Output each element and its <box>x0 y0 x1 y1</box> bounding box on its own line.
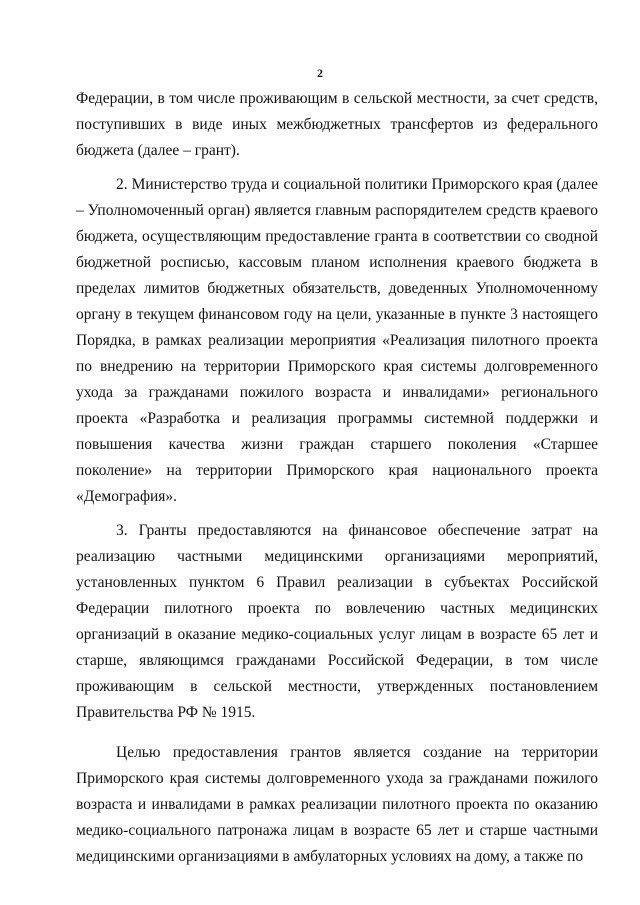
paragraph-item-3: 3. Гранты предоставляются на финансовое обеспечение затрат на реализацию частными медицинскими организациями мероприятий, установленных пунктом 6 Правил реализации в субъектах Российской Федерации пилотного проекта по вовлечению частных медицинских организаций в оказание медико-социальных услуг лицам в возрасте 65 лет и старше, являющимся гражданами Российской Федерации, в том числе проживающим в сельской местности, утвержденных постановлением Правительства РФ № 1915. <box>76 522 598 721</box>
document-body <box>76 86 598 870</box>
paragraph-purpose: Целью предоставления грантов является создание на территории Приморского края системы долговременного ухода за гражданами пожилого возраста и инвалидами в рамках реализации пилотного проекта по оказанию медико-социального патронажа лицам в возрасте 65 лет и старше частными медицинскими организациями в амбулаторных условиях на дому, а также по <box>76 744 598 865</box>
paragraph-item-2: 2. Министерство труда и социальной политики Приморского края (далее – Уполномоченный орган) является главным распорядителем средств краевого бюджета, осуществляющим предоставление гранта в соответствии со сводной бюджетной росписью, кассовым планом исполнения краевого бюджета в пределах лимитов бюджетных обязательств, доведенных Уполномоченному органу в текущем финансовом году на цели, указанные в пункте 3 настоящего Порядка, в рамках реализации мероприятия «Реализация пилотного проекта по внедрению на территории Приморского края системы долговременного ухода за гражданами пожилого возраста и инвалидами» регионального проекта «Разработка и реализация программы системной поддержки и повышения качества жизни граждан старшего поколения «Старшее поколение» на территории Приморского края национального проекта «Демография». <box>76 176 598 505</box>
paragraph-continuation: Федерации, в том числе проживающим в сельской местности, за счет средств, поступивших в виде иных межбюджетных трансфертов из федерального бюджета (далее – грант). <box>76 90 598 159</box>
page-number: 2 <box>317 66 323 80</box>
